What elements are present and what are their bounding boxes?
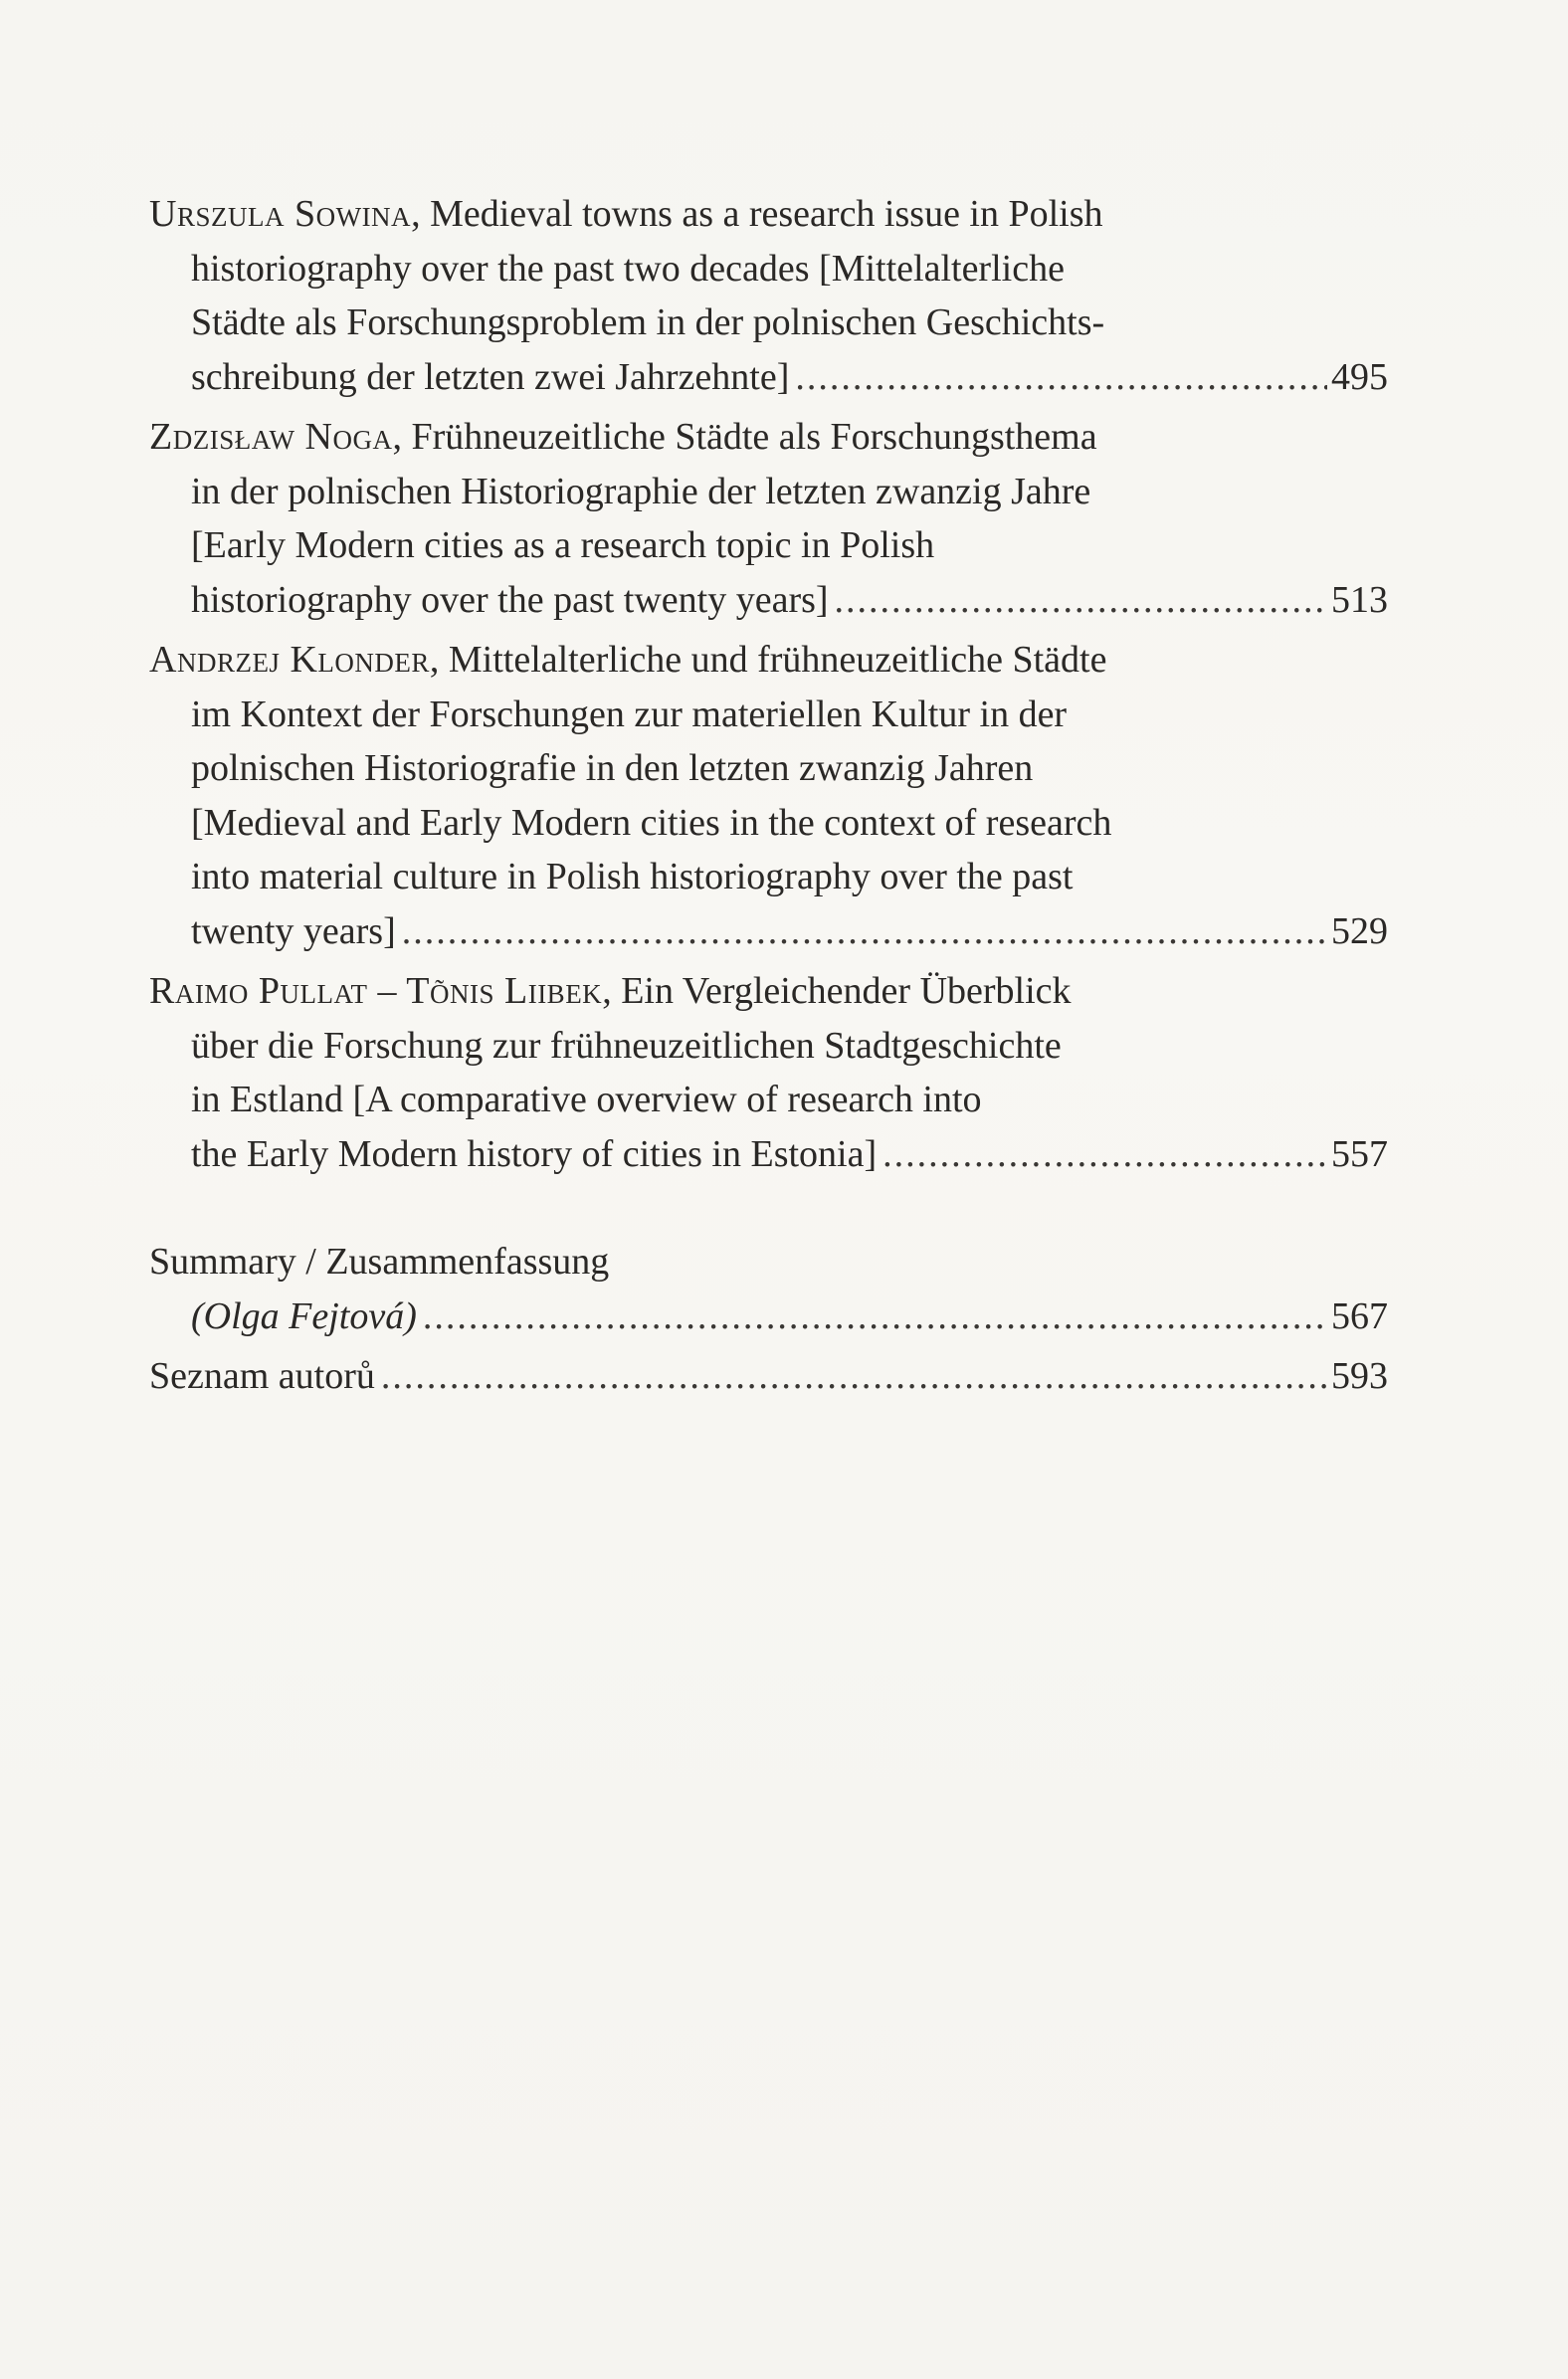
toc-entry-first-line: Urszula Sowina, Medieval towns as a research issue in Polish: [149, 193, 1103, 235]
entry-title-line: über die Forschung zur frühneuzeitlichen Stadtgeschichte: [191, 1024, 1062, 1067]
toc-entry-authors-list: [149, 1349, 1388, 1404]
entry-title-line: polnischen Historiografie in den letzten zwanzig Jahren: [191, 747, 1034, 789]
toc-entry-summary: [149, 1235, 1388, 1343]
summary-translator: (Olga Fejtová): [191, 1294, 417, 1337]
entry-title-line: Frühneuzeitliche Städte als Forschungsthema: [411, 416, 1097, 458]
dot-leader: [423, 1289, 1327, 1344]
entry-title-line: historiography over the past twenty years]: [191, 578, 829, 621]
entry-title-line: the Early Modern history of cities in Estonia]: [191, 1132, 878, 1175]
entry-title-line: im Kontext der Forschungen zur materiellen Kultur in der: [191, 693, 1068, 735]
entry-title-line: historiography over the past two decades [Mittelalterliche: [191, 247, 1065, 290]
table-of-contents: [149, 187, 1388, 1404]
author-name: Andrzej Klonder: [149, 639, 430, 681]
dot-leader: [381, 1349, 1327, 1404]
entry-title-line: [Early Modern cities as a research topic in Polish: [191, 524, 935, 566]
toc-entry-first-line: Raimo Pullat – Tõnis Liibek, Ein Vergleichender Überblick: [149, 970, 1072, 1012]
author-name: Zdzisław Noga: [149, 416, 393, 458]
entry-title-line: Medieval towns as a research issue in Polish: [430, 193, 1103, 235]
toc-entry-klonder: [149, 633, 1388, 958]
dot-leader: [795, 350, 1327, 405]
toc-entry-first-line: Zdzisław Noga, Frühneuzeitliche Städte als Forschungsthema: [149, 416, 1097, 458]
toc-leader-line: [149, 904, 1388, 959]
toc-leader-line: [149, 1349, 1388, 1404]
entry-title-line: [Medieval and Early Modern cities in the context of research: [191, 801, 1112, 844]
entry-title-line: Städte als Forschungsproblem in der polnischen Geschichts-: [191, 301, 1105, 343]
page-number: 529: [1331, 909, 1388, 952]
entry-title-line: in Estland [A comparative overview of research into: [191, 1079, 982, 1120]
summary-title: Summary / Zusammenfassung: [149, 1241, 610, 1283]
entry-title-line: Mittelalterliche und frühneuzeitliche Städte: [448, 639, 1107, 681]
toc-leader-line: [149, 350, 1388, 405]
page-number: 513: [1331, 578, 1388, 621]
dot-leader: [835, 573, 1327, 628]
toc-leader-line: [149, 573, 1388, 628]
author-name: Raimo Pullat – Tõnis Liibek: [149, 970, 603, 1012]
entry-title-line: schreibung der letzten zwei Jahrzehnte]: [191, 355, 790, 398]
toc-leader-line: [149, 1289, 1388, 1344]
page-number: 495: [1331, 355, 1388, 398]
page-number: 567: [1331, 1294, 1388, 1337]
page-number: 557: [1331, 1132, 1388, 1175]
toc-entry-first-line: Andrzej Klonder, Mittelalterliche und frühneuzeitliche Städte: [149, 639, 1107, 681]
toc-entry-pullat-liibek: [149, 964, 1388, 1181]
entry-title-line: twenty years]: [191, 909, 396, 952]
entry-title-line: in der polnischen Historiographie der letzten zwanzig Jahre: [191, 470, 1091, 512]
entry-title-line: into material culture in Polish historiography over the past: [191, 856, 1074, 897]
author-name: Urszula Sowina: [149, 193, 412, 235]
toc-leader-line: [149, 1127, 1388, 1182]
dot-leader: [882, 1127, 1327, 1182]
page-number: 593: [1331, 1355, 1388, 1397]
entry-title-line: Ein Vergleichender Überblick: [621, 970, 1072, 1012]
toc-entry-noga: [149, 410, 1388, 627]
toc-entry-sowina: [149, 187, 1388, 404]
authors-list-title: Seznam autorů: [149, 1355, 375, 1397]
dot-leader: [402, 904, 1327, 959]
